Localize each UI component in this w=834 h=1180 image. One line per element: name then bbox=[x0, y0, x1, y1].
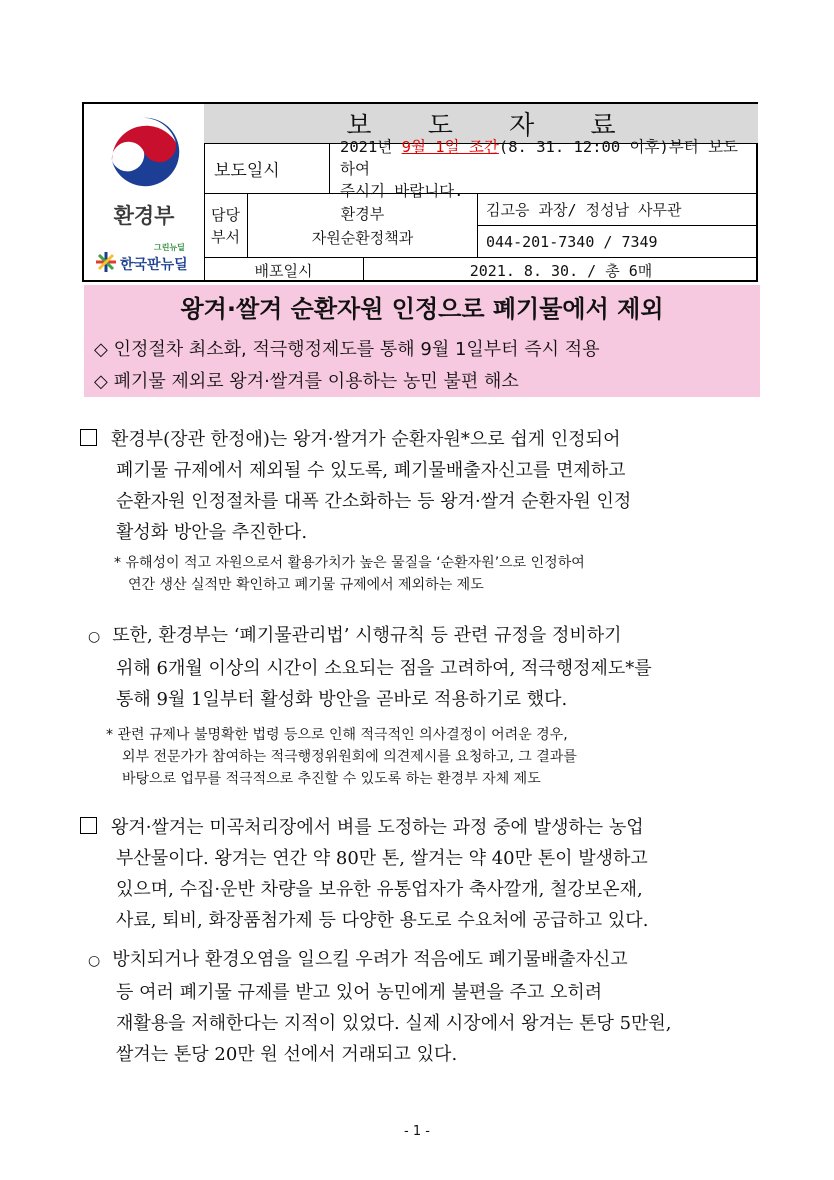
paragraph-2 bbox=[80, 620, 760, 715]
paragraph-line: 등 여러 폐기물 규제를 받고 있어 농민에게 불편을 주고 오히려 bbox=[116, 982, 603, 1003]
embargo-date: 9월 1일 조간 bbox=[401, 137, 499, 156]
footnote-line: 외부 전문가가 참여하는 적극행정위원회에 의견제시를 요청하고, 그 결과를 bbox=[122, 749, 577, 765]
logo-cell bbox=[84, 104, 205, 282]
square-bullet-icon bbox=[80, 429, 97, 446]
new-deal-star-icon bbox=[94, 250, 118, 274]
paragraph-line: 방치되거나 환경오염을 일으킬 우려가 적음에도 폐기물배출자신고 bbox=[112, 949, 628, 970]
paragraph-line: 있으며, 수집·운반 차량을 보유한 유통업자가 축사깔개, 철강보온재, bbox=[116, 879, 643, 900]
paragraph-3 bbox=[80, 812, 760, 936]
headline-sub-1: ◇ 인정절차 최소화, 적극행정제도를 통해 9월 1일부터 즉시 적용 bbox=[94, 339, 600, 360]
paragraph-line: 폐기물 규제에서 제외될 수 있도록, 폐기물배출자신고를 면제하고 bbox=[116, 460, 626, 481]
paragraph-line: 또한, 환경부는 ‘폐기물관리법’ 시행규칙 등 관련 규정을 정비하기 bbox=[112, 625, 622, 646]
taegeuk-logo-icon bbox=[106, 114, 182, 190]
headline-title: 왕겨·쌀겨 순환자원 인정으로 폐기물에서 제외 bbox=[180, 295, 664, 323]
release-date-value: 2021년 9월 1일 조간(8. 31. 12:00 이후)부터 보도하여 주시기 바랍니다. bbox=[330, 144, 758, 194]
footnote-line: 연간 생산 실적만 확인하고 폐기물 규제에서 제외하는 제도 bbox=[128, 577, 484, 593]
paragraph-line: 왕겨·쌀겨는 미곡처리장에서 벼를 도정하는 과정 중에 발생하는 농업 bbox=[111, 817, 644, 838]
paragraph-line: 환경부(장관 한정애)는 왕겨·쌀겨가 순환자원*으로 쉽게 인정되어 bbox=[111, 429, 621, 450]
distribution-date-value: 2021. 8. 30. / 총 6매 bbox=[469, 261, 653, 280]
contact-names: 김고응 과장/ 정성남 사무관 bbox=[478, 194, 758, 226]
paragraph-line: 재활용을 저해한다는 지적이 있었다. 실제 시장에서 왕겨는 톤당 5만원, bbox=[116, 1013, 672, 1034]
department-label: 담당 부서 bbox=[204, 194, 248, 258]
department-name: 환경부 자원순환정책과 bbox=[248, 194, 478, 258]
footnote-1 bbox=[114, 552, 585, 596]
release-date-label: 보도일시 bbox=[204, 144, 330, 194]
paragraph-1 bbox=[80, 424, 760, 548]
headline-box bbox=[84, 285, 760, 397]
korean-new-deal-label: 한국판뉴딜 bbox=[120, 257, 188, 273]
paragraph-line: 위해 6개월 이상의 시간이 소요되는 점을 고려하여, 적극행정제도*를 bbox=[116, 658, 652, 679]
square-bullet-icon bbox=[80, 817, 97, 834]
circle-bullet-icon: ○ bbox=[88, 629, 101, 645]
footnote-line: * 관련 규제나 불명확한 법령 등으로 인해 적극적인 의사결정이 어려운 경우, bbox=[106, 727, 568, 743]
distribution-date-label: 배포일시 bbox=[204, 258, 364, 282]
ministry-name: 환경부 bbox=[113, 204, 175, 228]
circle-bullet-icon: ○ bbox=[88, 953, 101, 969]
paragraph-line: 통해 9월 1일부터 활성화 방안을 곧바로 적용하기로 했다. bbox=[116, 689, 568, 710]
paragraph-4 bbox=[80, 944, 760, 1070]
contact-phone: 044-201-7340 / 7349 bbox=[478, 226, 758, 258]
paragraph-line: 사료, 퇴비, 화장품첨가제 등 다양한 용도로 수요처에 공급하고 있다. bbox=[116, 910, 649, 931]
paragraph-line: 쌀겨는 톤당 20만 원 선에서 거래되고 있다. bbox=[116, 1044, 458, 1065]
paragraph-line: 활성화 방안을 추진한다. bbox=[116, 522, 308, 543]
paragraph-line: 부산물이다. 왕겨는 연간 약 80만 톤, 쌀겨는 약 40만 톤이 발생하고 bbox=[116, 848, 648, 869]
paragraph-line: 순환자원 인정절차를 대폭 간소화하는 등 왕겨·쌀겨 순환자원 인정 bbox=[116, 491, 632, 512]
korean-new-deal-logo bbox=[92, 242, 200, 278]
green-new-deal-label: 그린뉴딜 bbox=[154, 243, 185, 252]
footnote-line: * 유해성이 적고 자원으로서 활용가치가 높은 물질을 ‘순환자원’으로 인정하여 bbox=[114, 555, 585, 571]
footnote-line: 바탕으로 업무를 적극적으로 추진할 수 있도록 하는 환경부 자체 제도 bbox=[122, 771, 541, 787]
document-title: 보 도 자 료 bbox=[204, 104, 758, 144]
page-number: - 1 - bbox=[404, 1124, 430, 1139]
headline-sub-2: ◇ 폐기물 제외로 왕겨·쌀겨를 이용하는 농민 불편 해소 bbox=[94, 371, 519, 392]
press-release-header-table bbox=[82, 102, 758, 282]
footnote-2 bbox=[106, 724, 577, 790]
